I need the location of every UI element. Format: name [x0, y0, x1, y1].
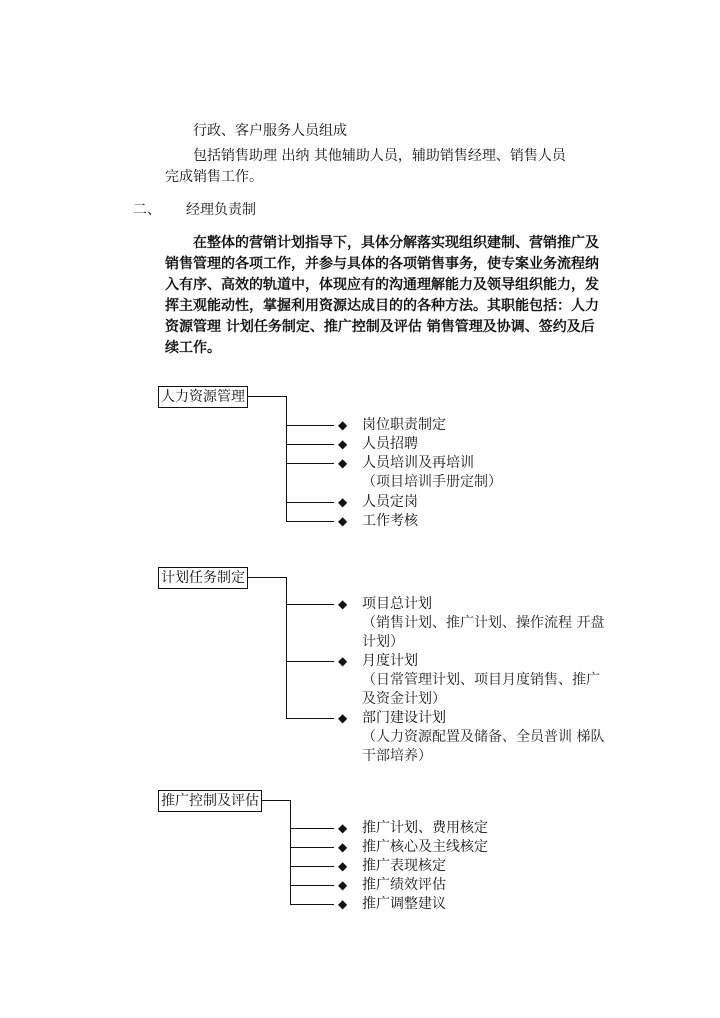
- diamond-bullet-icon: ◆: [338, 418, 348, 432]
- paragraph-line: 包括销售助理 出纳 其他辅助人员，辅助销售经理、销售人员: [165, 148, 566, 164]
- item-note: 及资金计划）: [362, 691, 446, 707]
- section-number: 二、: [133, 202, 161, 218]
- connector-line: [286, 444, 334, 445]
- diamond-bullet-icon: ◆: [338, 514, 348, 528]
- paragraph-line: 挥主观能动性，掌握利用资源达成目的的各种方法。其职能包括：人力: [165, 298, 599, 314]
- paragraph-line: 在整体的营销计划指导下，具体分解落实现组织建制、营销推广及: [165, 235, 599, 251]
- connector-line: [290, 904, 334, 905]
- connector-line: [286, 502, 334, 503]
- list-item: ◆ 岗位职责制定: [338, 417, 446, 433]
- connector-line: [286, 396, 287, 522]
- connector-line: [248, 396, 286, 397]
- list-item: ◆ 推广核心及主线核定: [338, 839, 488, 855]
- diamond-bullet-icon: ◆: [338, 897, 348, 911]
- connector-line: [286, 463, 334, 464]
- diamond-bullet-icon: ◆: [338, 654, 348, 668]
- connector-line: [286, 521, 334, 522]
- connector-line: [286, 604, 334, 605]
- diamond-bullet-icon: ◆: [338, 821, 348, 835]
- item-note: （人力资源配置及储备、全员普训 梯队: [362, 729, 605, 745]
- connector-line: [286, 718, 334, 719]
- item-note: 干部培养）: [362, 748, 432, 764]
- item-note: （项目培训手册定制）: [362, 474, 502, 490]
- connector-line: [290, 800, 291, 905]
- diamond-bullet-icon: ◆: [338, 456, 348, 470]
- chart-box-title: 推广控制及评估: [158, 790, 262, 812]
- paragraph-line: 完成销售工作。: [165, 169, 263, 185]
- item-note: （日常管理计划、项目月度销售、推广: [362, 672, 600, 688]
- staff-heading: 行政、客户服务人员组成: [193, 123, 347, 139]
- paragraph-line: 资源管理 计划任务制定、推广控制及评估 销售管理及协调、签约及后: [165, 319, 595, 335]
- chart-box-title: 计划任务制定: [158, 567, 248, 589]
- list-item: ◆ 推广表现核定: [338, 858, 446, 874]
- list-item: ◆ 推广绩效评估: [338, 877, 446, 893]
- paragraph-line: 入有序、高效的轨道中，体现应有的沟通理解能力及领导组织能力，发: [165, 277, 599, 293]
- diamond-bullet-icon: ◆: [338, 495, 348, 509]
- item-note: 计划）: [362, 634, 404, 650]
- item-note: （销售计划、推广计划、操作流程 开盘: [362, 615, 605, 631]
- list-item: ◆ 部门建设计划: [338, 710, 446, 726]
- connector-line: [262, 800, 290, 801]
- connector-line: [290, 885, 334, 886]
- connector-line: [248, 577, 286, 578]
- connector-line: [290, 866, 334, 867]
- diamond-bullet-icon: ◆: [338, 859, 348, 873]
- staff-paragraph: [165, 146, 617, 188]
- list-item: ◆ 人员培训及再培训: [338, 455, 474, 471]
- intro-paragraph: [165, 233, 617, 359]
- list-item: ◆ 项目总计划: [338, 596, 432, 612]
- chart-box-title: 人力资源管理: [158, 386, 248, 408]
- list-item: ◆ 推广计划、费用核定: [338, 820, 488, 836]
- connector-line: [286, 661, 334, 662]
- paragraph-line: 销售管理的各项工作，并参与具体的各项销售事务，使专案业务流程纳: [165, 256, 599, 272]
- list-item: ◆ 月度计划: [338, 653, 418, 669]
- list-item: ◆ 人员定岗: [338, 494, 418, 510]
- connector-line: [286, 425, 334, 426]
- diamond-bullet-icon: ◆: [338, 878, 348, 892]
- connector-line: [290, 828, 334, 829]
- diamond-bullet-icon: ◆: [338, 597, 348, 611]
- diamond-bullet-icon: ◆: [338, 711, 348, 725]
- list-item: ◆ 工作考核: [338, 513, 418, 529]
- list-item: ◆ 人员招聘: [338, 436, 418, 452]
- connector-line: [290, 847, 334, 848]
- section-title: 经理负责制: [186, 202, 256, 218]
- paragraph-line: 续工作。: [165, 340, 221, 356]
- diamond-bullet-icon: ◆: [338, 840, 348, 854]
- connector-line: [286, 577, 287, 719]
- diamond-bullet-icon: ◆: [338, 437, 348, 451]
- list-item: ◆ 推广调整建议: [338, 896, 446, 912]
